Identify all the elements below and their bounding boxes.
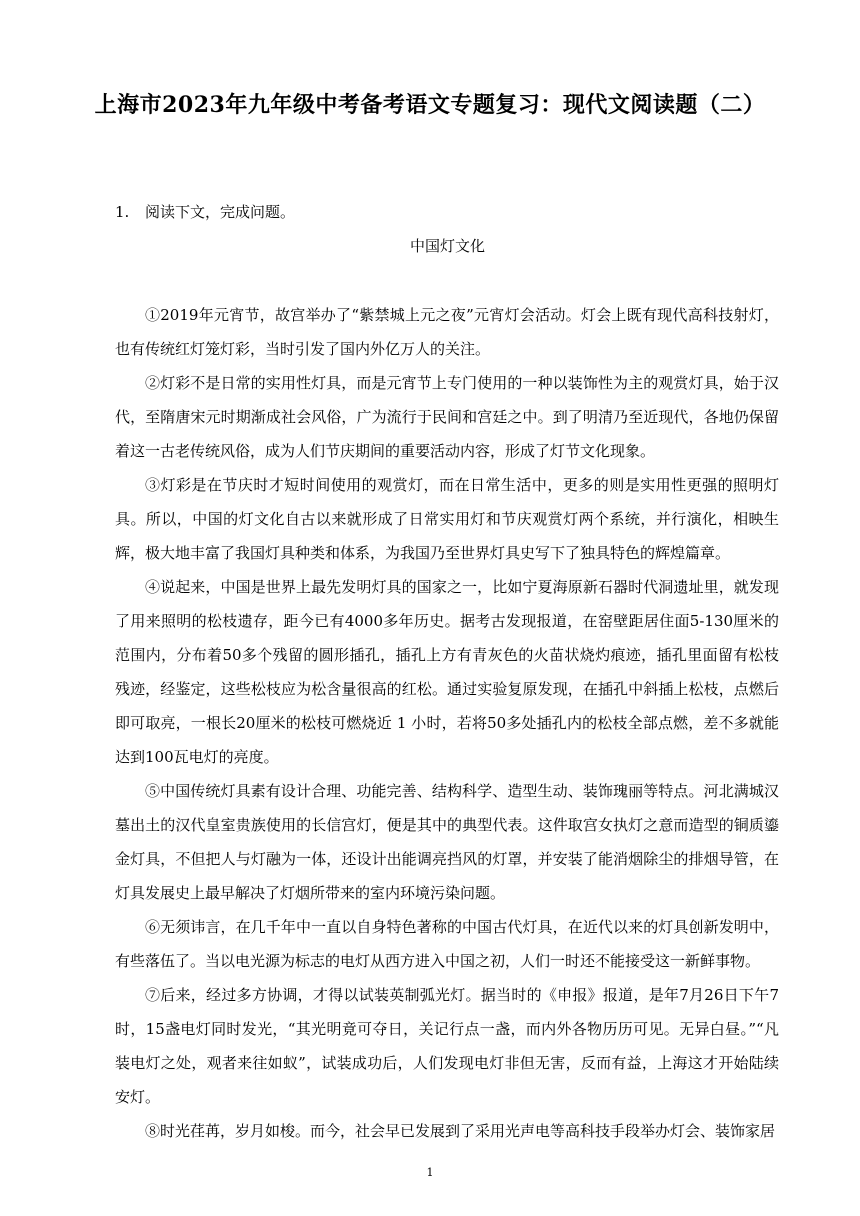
paragraph-6: ⑥无须讳言，在几千年中一直以自身特色著称的中国古代灯具，在近代以来的灯具创新发明中，有些落伍了。当以电光源为标志的电灯从西方进入中国之初，人们一时还不能接受这一新鲜事物。 <box>115 918 779 970</box>
page-number: 1 <box>426 1166 434 1179</box>
question-prompt <box>115 200 295 224</box>
question-number: 1. <box>115 203 130 221</box>
paragraph-4: ④说起来，中国是世界上最先发明灯具的国家之一，比如宁夏海原新石器时代洞遗址里，就发现了用来照明的松枝遗存，距今已有4000多年历史。据考古发现报道，在窑壁距居住面5-130厘米的范围内，分布着50多个残留的圆形插孔，插孔上方有青灰色的火苗状烧灼痕迹，插孔里面留有松枝残迹，经鉴定，这些松枝应为松含量很高的红松。通过实验复原发现，在插孔中斜插上松枝，点燃后即可取亮，一根长20厘米的松枝可燃烧近 1 小时，若将50多处插孔内的松枝全部点燃，差不多就能达到100瓦电灯的亮度。 <box>115 578 779 766</box>
article-body <box>115 298 779 1148</box>
paragraph-8: ⑧时光荏苒，岁月如梭。而今，社会早已发展到了采用光声电等高科技手段举办灯会、装饰家居 <box>145 1122 776 1140</box>
paragraph-3: ③灯彩是在节庆时才短时间使用的观赏灯，而在日常生活中，更多的则是实用性更强的照明灯具。所以，中国的灯文化自古以来就形成了日常实用灯和节庆观赏灯两个系统，并行演化，相映生辉，极大地丰富了我国灯具种类和体系，为我国乃至世界灯具史写下了独具特色的辉煌篇章。 <box>115 476 779 562</box>
paragraph-2: ②灯彩不是日常的实用性灯具，而是元宵节上专门使用的一种以装饰性为主的观赏灯具，始于汉代，至隋唐宋元时期渐成社会风俗，广为流行于民间和宫廷之中。到了明清乃至近现代，各地仍保留着这一古老传统风俗，成为人们节庆期间的重要活动内容，形成了灯节文化现象。 <box>115 374 779 460</box>
paragraph-1: ①2019年元宵节，故宫举办了“紫禁城上元之夜”元宵灯会活动。灯会上既有现代高科技射灯，也有传统红灯笼灯彩，当时引发了国内外亿万人的关注。 <box>115 306 779 358</box>
paragraph-7: ⑦后来，经过多方协调，才得以试装英制弧光灯。据当时的《申报》报道，是年7月26日下午7时，15盏电灯同时发光，“其光明竟可夺日，关记行点一盏，而内外各物历历可见。无异白昼。”“凡装电灯之处，观者来往如蚁”，试装成功后，人们发现电灯非但无害，反而有益，上海这才开始陆续安灯。 <box>115 986 779 1106</box>
paragraph-5: ⑤中国传统灯具素有设计合理、功能完善、结构科学、造型生动、装饰瑰丽等特点。河北满城汉墓出土的汉代皇室贵族使用的长信宫灯，便是其中的典型代表。这件取宫女执灯之意而造型的铜质鎏金灯具，不但把人与灯融为一体，还设计出能调亮挡风的灯罩，并安装了能消烟除尘的排烟导管，在灯具发展史上最早解决了灯烟所带来的室内环境污染问题。 <box>115 782 779 902</box>
article-title: 中国灯文化 <box>409 237 485 255</box>
document-title: 上海市2023年九年级中考备考语文专题复习：现代文阅读题（二） <box>94 92 766 118</box>
question-text: 阅读下文，完成问题。 <box>145 203 296 221</box>
